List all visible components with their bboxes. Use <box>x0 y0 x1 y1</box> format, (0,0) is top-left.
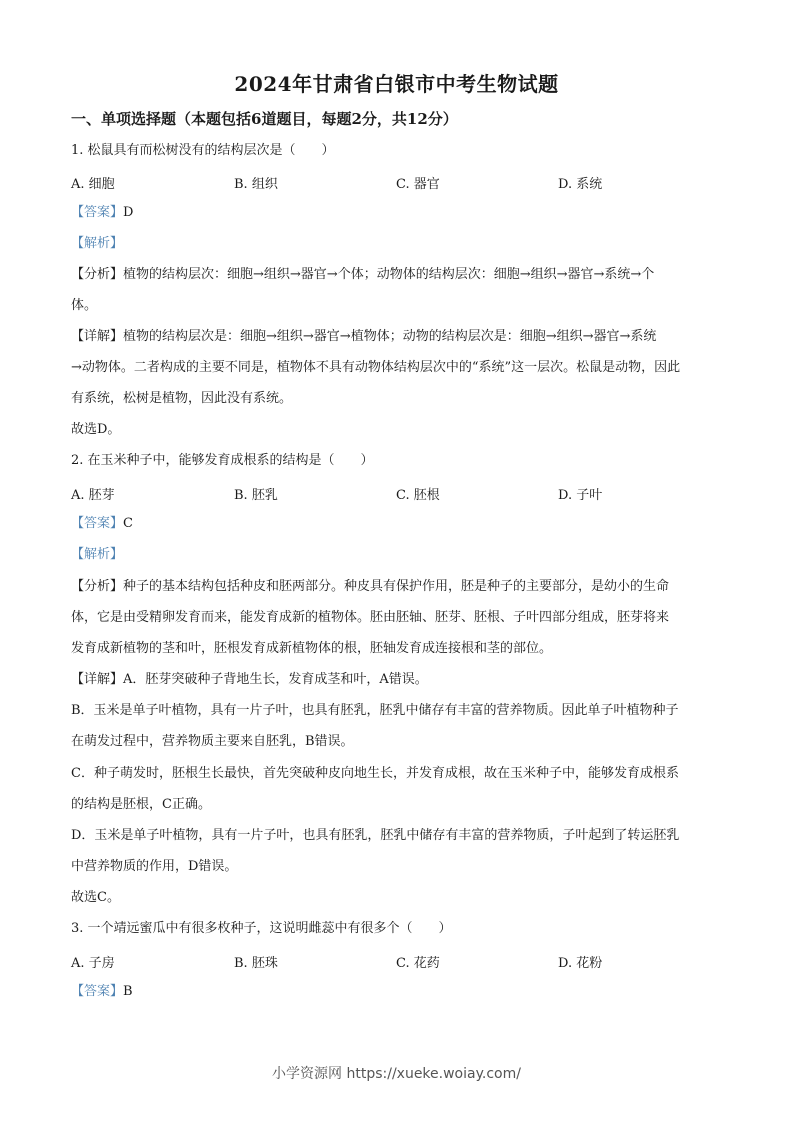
explanation-label: 【解析】 <box>71 236 124 251</box>
option-a: A. 胚芽 <box>71 488 115 503</box>
option-a: A. 子房 <box>71 956 115 971</box>
question-2-conclusion: 故选C。 <box>71 890 120 905</box>
detail-label: 【详解】 <box>71 672 124 687</box>
question-2-detail-line-6: D．玉米是单子叶植物，具有一片子叶，也具有胚乳，胚乳中储存有丰富的营养物质，子叶起到了转运胚乳 <box>71 828 680 843</box>
question-1-answer <box>71 204 133 222</box>
analysis-text: 植物的结构层次：细胞→组织→器官→个体；动物体的结构层次：细胞→组织→器官→系统→个 <box>123 267 655 282</box>
analysis-label: 【分析】 <box>71 579 124 594</box>
footer-watermark: 小学资源网 https://xueke.woiay.com/ <box>272 1066 521 1082</box>
question-1-detail-line-3: 有系统，松树是植物，因此没有系统。 <box>71 391 293 406</box>
option-c: C. 胚根 <box>396 488 440 503</box>
question-2-analysis-line-2: 体，它是由受精卵发育而来，能发育成新的植物体。胚由胚轴、胚芽、胚根、子叶四部分组成，胚芽将来 <box>71 610 670 625</box>
question-2-detail-line-4: C．种子萌发时，胚根生长最快，首先突破种皮向地生长，并发育成根，故在玉米种子中，能够发育成根系 <box>71 766 679 781</box>
question-1-conclusion: 故选D。 <box>71 422 121 437</box>
option-d: D. 系统 <box>558 177 603 192</box>
answer-value: D <box>123 205 134 220</box>
option-a: A. 细胞 <box>71 177 115 192</box>
question-1-options <box>71 173 731 191</box>
question-2-stem: 2. 在玉米种子中，能够发育成根系的结构是（ ） <box>71 453 374 468</box>
answer-label: 【答案】 <box>71 205 124 220</box>
question-2-detail-line-5: 的结构是胚根，C正确。 <box>71 797 211 812</box>
question-2-detail-line-1 <box>71 671 428 689</box>
question-2-explanation-label <box>71 546 123 564</box>
answer-value: C <box>123 516 133 531</box>
question-1-analysis-line-2: 体。 <box>71 298 98 313</box>
question-2-detail-line-7: 中营养物质的作用，D错误。 <box>71 859 238 874</box>
analysis-label: 【分析】 <box>71 267 124 282</box>
question-2-options <box>71 484 731 502</box>
analysis-text: 种子的基本结构包括种皮和胚两部分。种皮具有保护作用，胚是种子的主要部分，是幼小的生命 <box>123 579 670 594</box>
explanation-label: 【解析】 <box>71 547 124 562</box>
detail-text: A．胚芽突破种子背地生长，发育成茎和叶，A错误。 <box>123 672 428 687</box>
question-2-answer <box>71 515 133 533</box>
option-d: D. 花粉 <box>558 956 603 971</box>
option-d: D. 子叶 <box>558 488 603 503</box>
option-c: C. 花药 <box>396 956 440 971</box>
answer-label: 【答案】 <box>71 984 124 999</box>
question-3-options <box>71 952 731 970</box>
section-heading: 一、单项选择题（本题包括6道题目，每题2分，共12分） <box>71 110 458 128</box>
option-c: C. 器官 <box>396 177 440 192</box>
question-1-stem: 1. 松鼠具有而松树没有的结构层次是（ ） <box>71 143 335 158</box>
question-2-detail-line-3: 在萌发过程中，营养物质主要来自胚乳，B错误。 <box>71 734 354 749</box>
detail-label: 【详解】 <box>71 329 124 344</box>
question-2-analysis-line-1 <box>71 578 669 596</box>
question-2-detail-line-2: B．玉米是单子叶植物，具有一片子叶，也具有胚乳，胚乳中储存有丰富的营养物质。因此单子叶植物种子 <box>71 703 679 718</box>
answer-label: 【答案】 <box>71 516 124 531</box>
option-b: B. 组织 <box>234 177 278 192</box>
option-b: B. 胚珠 <box>234 956 278 971</box>
question-3-stem: 3. 一个靖远蜜瓜中有很多枚种子，这说明雌蕊中有很多个（ ） <box>71 921 452 936</box>
option-b: B. 胚乳 <box>234 488 278 503</box>
question-1-analysis-line-1 <box>71 266 654 284</box>
detail-text: 植物的结构层次是：细胞→组织→器官→植物体；动物的结构层次是：细胞→组织→器官→系统 <box>123 329 657 344</box>
question-1-detail-line-1 <box>71 328 656 346</box>
page-title: 2024年甘肃省白银市中考生物试题 <box>234 72 559 96</box>
answer-value: B <box>123 984 133 999</box>
question-1-explanation-label <box>71 235 123 253</box>
question-2-analysis-line-3: 发育成新植物的茎和叶，胚根发育成新植物体的根，胚轴发育成连接根和茎的部位。 <box>71 641 553 656</box>
question-3-answer <box>71 983 133 1001</box>
question-1-detail-line-2: →动物体。二者构成的主要不同是，植物体不具有动物体结构层次中的“系统”这一层次。松鼠是动物，因此 <box>71 360 681 375</box>
